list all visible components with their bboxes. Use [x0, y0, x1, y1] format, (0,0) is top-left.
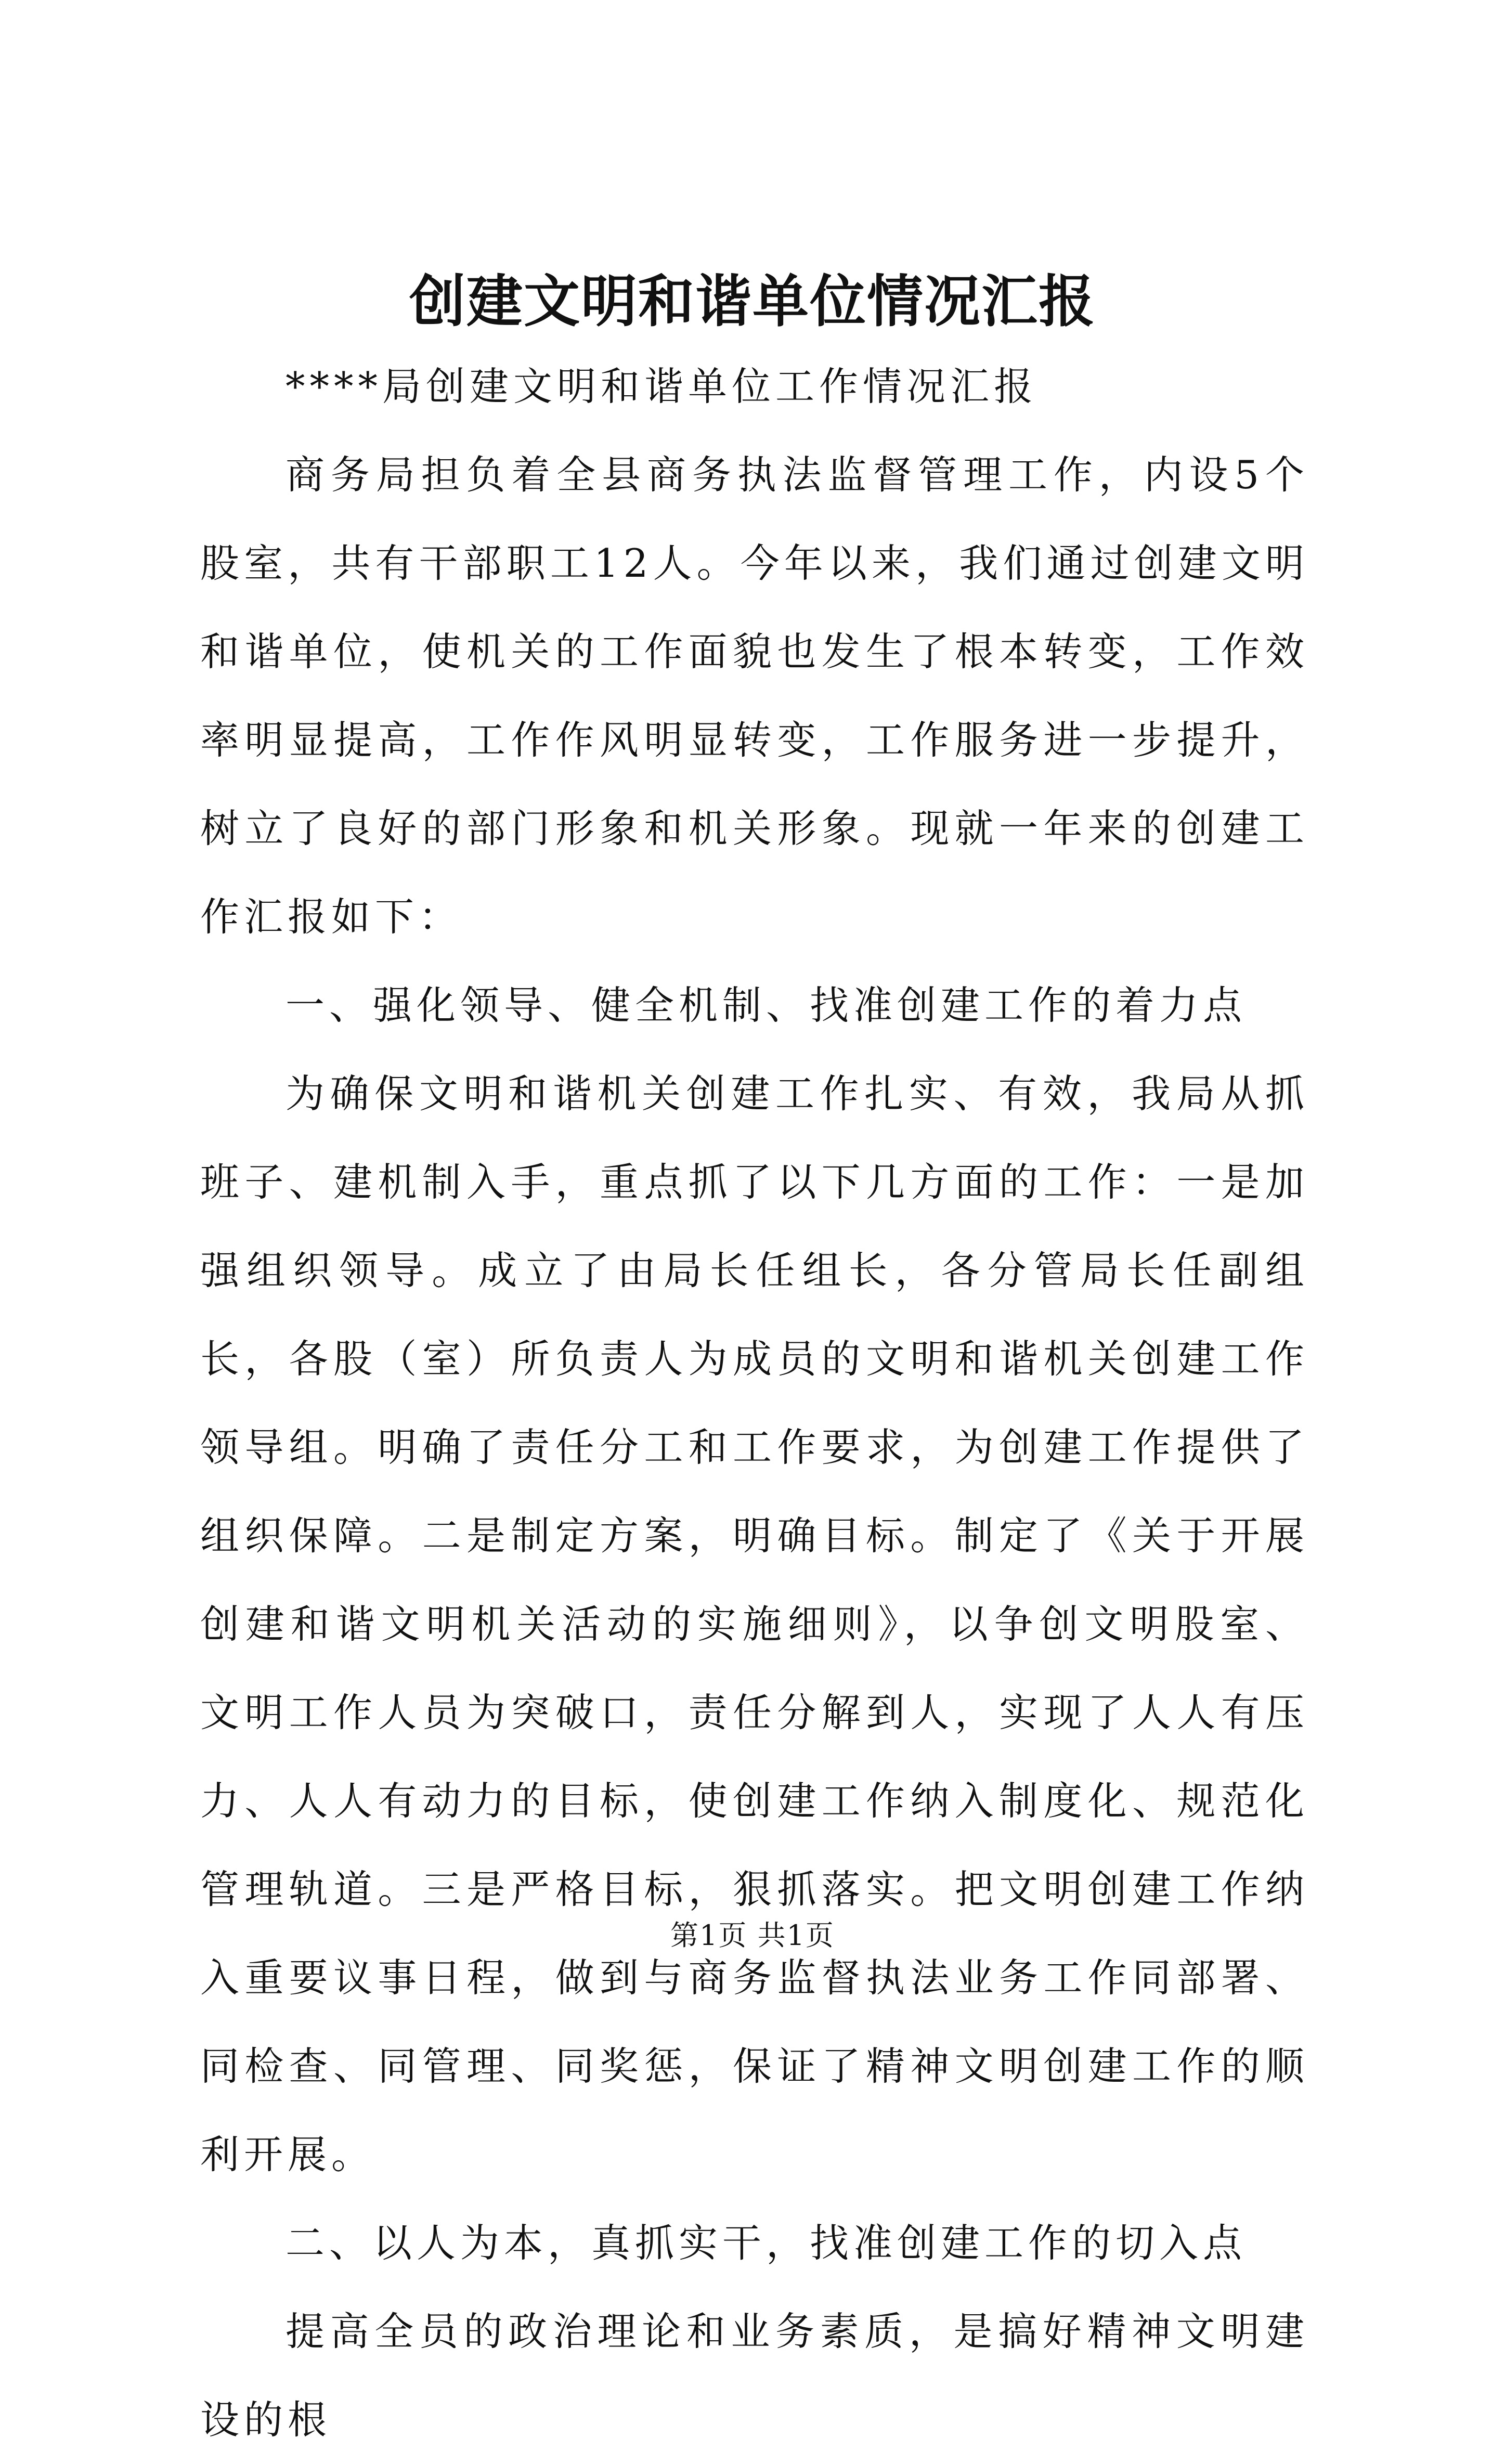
intro-paragraph: 商务局担负着全县商务执法监督管理工作，内设5个股室，共有干部职工12人。今年以来，我们通过创建文明和谐单位，使机关的工作面貌也发生了根本转变，工作效率明显提高，工作作风明显转变，工作服务进一步提升，树立了良好的部门形象和机关形象。现就一年来的创建工作汇报如下： [200, 452, 1309, 940]
section-paragraph-2: 提高全员的政治理论和业务素质，是搞好精神文明建设的根 [200, 2309, 1309, 2443]
document-body [200, 342, 1309, 2464]
section-heading-1: 一、强化领导、健全机制、找准创建工作的着力点 [286, 982, 1247, 1028]
subtitle-paragraph: ****局创建文明和谐单位工作情况汇报 [286, 364, 1038, 409]
page-footer: 第1页 共1页 [670, 1919, 835, 1952]
document-title: 创建文明和谐单位情况汇报 [409, 269, 1096, 334]
section-heading-2: 二、以人为本，真抓实干，找准创建工作的切入点 [286, 2220, 1247, 2266]
section-paragraph-1: 为确保文明和谐机关创建工作扎实、有效，我局从抓班子、建机制入手，重点抓了以下几方面的工作：一是加强组织领导。成立了由局长任组长，各分管局长任副组长，各股（室）所负责人为成员的文明和谐机关创建工作领导组。明确了责任分工和工作要求，为创建工作提供了组织保障。二是制定方案，明确目标。制定了《关于开展创建和谐文明机关活动的实施细则》，以争创文明股室、文明工作人员为突破口，责任分解到人，实现了人人有压力、人人有动力的目标，使创建工作纳入制度化、规范化管理轨道。三是严格目标，狠抓落实。把文明创建工作纳入重要议事日程，做到与商务监督执法业务工作同部署、同检查、同管理、同奖惩，保证了精神文明创建工作的顺利开展。 [200, 1071, 1309, 2177]
